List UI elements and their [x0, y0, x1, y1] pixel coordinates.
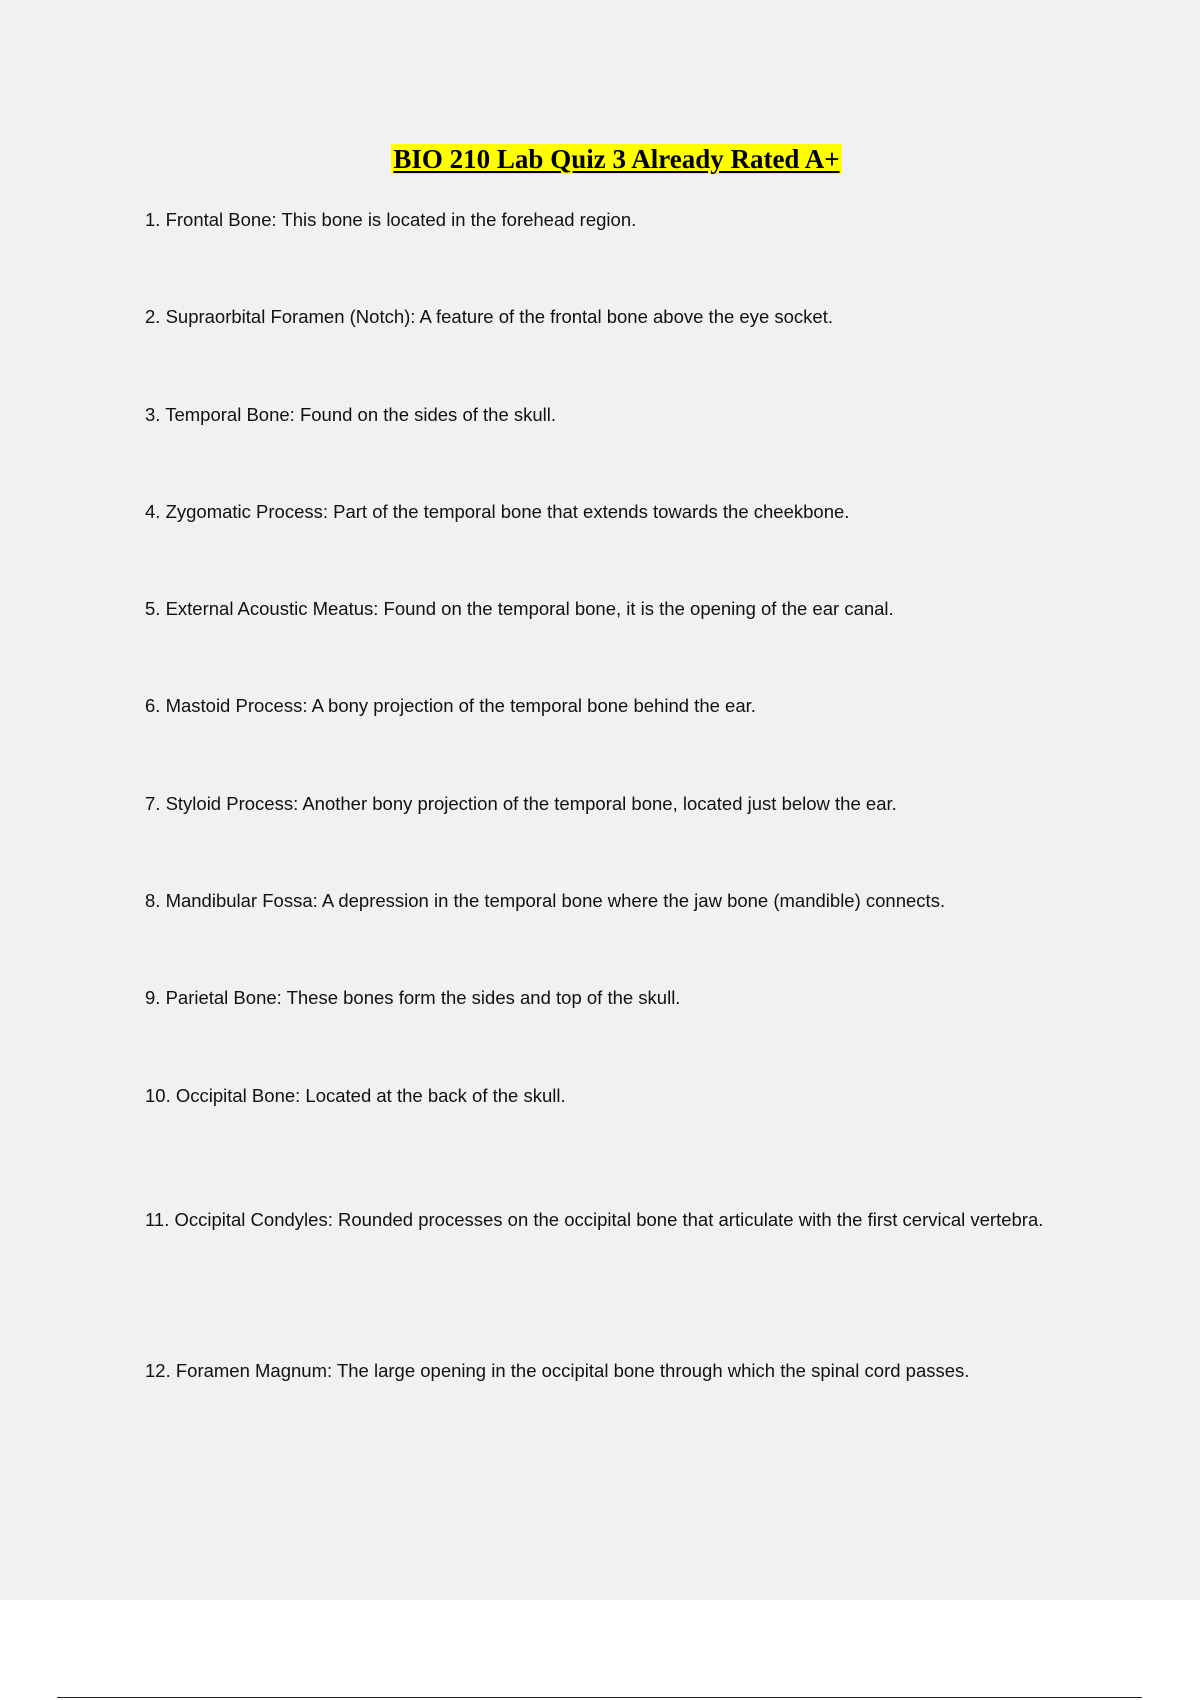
- page-divider: [57, 1697, 1142, 1698]
- list-item-external-acoustic-meatus: 5. External Acoustic Meatus: Found on the temporal bone, it is the opening of the ear canal.: [145, 598, 894, 619]
- list-item-parietal-bone: 9. Parietal Bone: These bones form the sides and top of the skull.: [145, 987, 681, 1008]
- list-item-mastoid-process: 6. Mastoid Process: A bony projection of the temporal bone behind the ear.: [145, 695, 756, 716]
- list-item-styloid-process: 7. Styloid Process: Another bony projection of the temporal bone, located just below the ear.: [145, 793, 897, 814]
- list-item-foramen-magnum: 12. Foramen Magnum: The large opening in the occipital bone through which the spinal cord passes.: [145, 1360, 970, 1381]
- list-item-zygomatic-process: 4. Zygomatic Process: Part of the temporal bone that extends towards the cheekbone.: [145, 501, 850, 522]
- list-item-mandibular-fossa: 8. Mandibular Fossa: A depression in the temporal bone where the jaw bone (mandible) connects.: [145, 890, 946, 911]
- document-title-text: BIO 210 Lab Quiz 3 Already Rated A+: [393, 144, 840, 174]
- list-item-supraorbital-foramen: 2. Supraorbital Foramen (Notch): A feature of the frontal bone above the eye socket.: [145, 306, 833, 327]
- document-title: [0, 142, 1200, 176]
- list-item-frontal-bone: 1. Frontal Bone: This bone is located in the forehead region.: [145, 209, 637, 230]
- list-item-occipital-condyles: 11. Occipital Condyles: Rounded processes on the occipital bone that articulate with the first cervical vertebra.: [145, 1209, 1044, 1230]
- list-item-occipital-bone: 10. Occipital Bone: Located at the back of the skull.: [145, 1085, 566, 1106]
- list-item-temporal-bone: 3. Temporal Bone: Found on the sides of the skull.: [145, 404, 557, 425]
